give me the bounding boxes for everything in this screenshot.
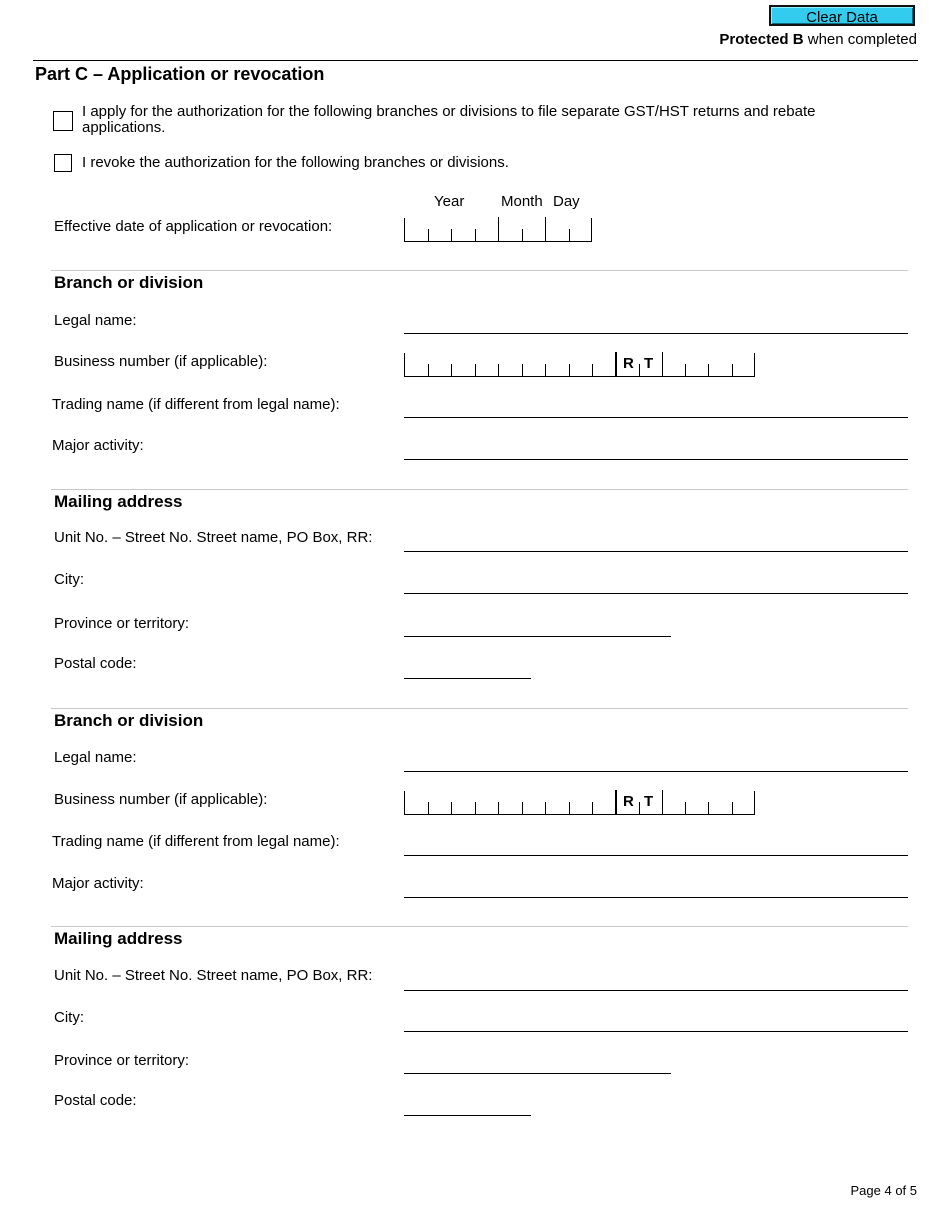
section-divider: [51, 926, 908, 927]
protected-suffix: when completed: [803, 31, 917, 48]
major-activity-label: Major activity:: [52, 437, 144, 454]
bn-t-letter: T: [644, 793, 654, 810]
bn-r-letter: R: [623, 355, 634, 372]
province-label: Province or territory:: [54, 615, 190, 632]
protected-notice: [719, 31, 917, 48]
revoke-checkbox[interactable]: [54, 154, 72, 172]
branch-heading: Branch or division: [54, 273, 204, 292]
section-divider: [51, 270, 908, 271]
legal-name-label: Legal name:: [54, 312, 137, 329]
postal-code-label: Postal code:: [54, 1092, 137, 1109]
street-label: Unit No. – Street No. Street name, PO Box, RR:: [54, 529, 373, 546]
business-number-field[interactable]: [404, 791, 755, 815]
revoke-text: I revoke the authorization for the following branches or divisions.: [82, 154, 509, 171]
effective-date-input[interactable]: [404, 218, 592, 242]
section-divider: [51, 708, 908, 709]
postal-code-field[interactable]: [404, 678, 531, 679]
clear-data-button[interactable]: Clear Data: [769, 5, 915, 26]
street-field[interactable]: [404, 551, 908, 552]
page-number: Page 4 of 5: [850, 1183, 917, 1198]
legal-name-field[interactable]: [404, 771, 908, 772]
branch-heading: Branch or division: [54, 711, 204, 730]
legal-name-label: Legal name:: [54, 749, 137, 766]
apply-checkbox[interactable]: [53, 111, 73, 131]
part-title: Part C – Application or revocation: [35, 64, 325, 84]
mailing-address-heading: Mailing address: [54, 492, 183, 511]
apply-text: I apply for the authorization for the following branches or divisions to file separate GST/HST returns and rebate applications.: [82, 103, 816, 136]
trading-name-label: Trading name (if different from legal name):: [52, 396, 340, 413]
postal-code-label: Postal code:: [54, 655, 137, 672]
street-field[interactable]: [404, 990, 908, 991]
protected-label: Protected B: [719, 31, 804, 48]
province-field[interactable]: [404, 1073, 671, 1074]
business-number-label: Business number (if applicable):: [54, 353, 268, 370]
day-header: Day: [553, 193, 580, 210]
province-field[interactable]: [404, 636, 671, 637]
major-activity-field[interactable]: [404, 459, 908, 460]
trading-name-field[interactable]: [404, 855, 908, 856]
month-header: Month: [501, 193, 543, 210]
business-number-label: Business number (if applicable):: [54, 791, 268, 808]
bn-t-letter: T: [644, 355, 654, 372]
street-label: Unit No. – Street No. Street name, PO Box, RR:: [54, 967, 373, 984]
city-label: City:: [54, 571, 84, 588]
city-field[interactable]: [404, 593, 908, 594]
section-divider: [51, 489, 908, 490]
year-header: Year: [434, 193, 465, 210]
business-number-field[interactable]: [404, 353, 755, 377]
postal-code-field[interactable]: [404, 1115, 531, 1116]
province-label: Province or territory:: [54, 1052, 190, 1069]
city-field[interactable]: [404, 1031, 908, 1032]
bn-r-letter: R: [623, 793, 634, 810]
city-label: City:: [54, 1009, 84, 1026]
header-divider: [33, 60, 918, 61]
major-activity-field[interactable]: [404, 897, 908, 898]
trading-name-field[interactable]: [404, 417, 908, 418]
legal-name-field[interactable]: [404, 333, 908, 334]
major-activity-label: Major activity:: [52, 875, 144, 892]
effective-date-label: Effective date of application or revocation:: [54, 218, 333, 235]
trading-name-label: Trading name (if different from legal name):: [52, 833, 340, 850]
mailing-address-heading: Mailing address: [54, 929, 183, 948]
